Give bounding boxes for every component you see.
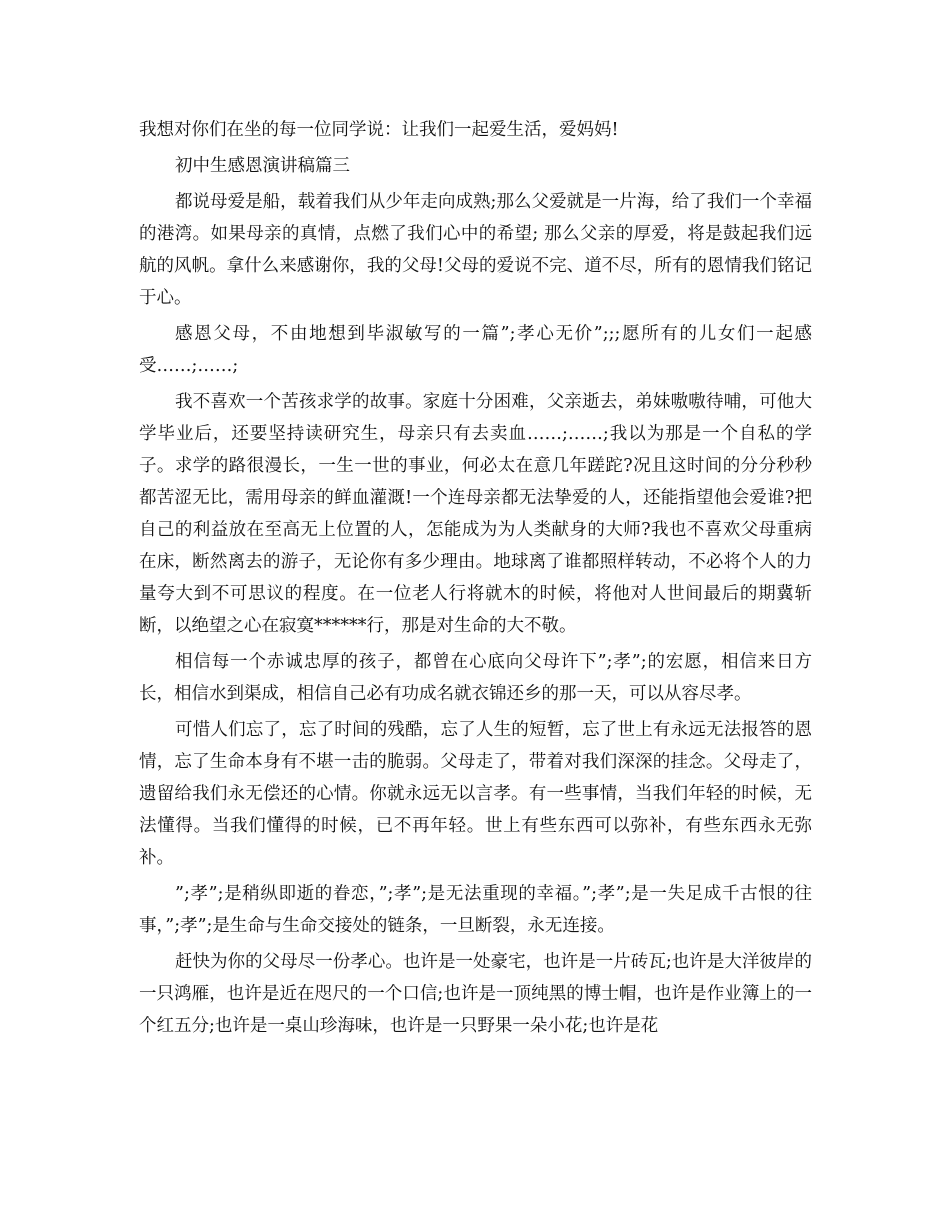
paragraph: ”;孝”;是稍纵即逝的眷恋，”;孝”;是无法重现的幸福。”;孝”;是一失足成千古恨的往事，”;孝”;是生命与生命交接处的链条，一旦断裂，永无连接。 [139,884,812,936]
paragraph: 感恩父母，不由地想到毕淑敏写的一篇”;孝心无价”;;;愿所有的儿女们一起感受……;……; [139,324,812,376]
paragraph: 我不喜欢一个苦孩求学的故事。家庭十分困难，父亲逝去，弟妹嗷嗷待哺，可他大学毕业后，还要坚持读研究生，母亲只有去卖血……;……;我以为那是一个自私的学子。求学的路很漫长，一生一世的事业，何必太在意几年蹉跎?况且这时间的分分秒秒都苦涩无比，需用母亲的鲜血灌溉!一个连母亲都无法挚爱的人，还能指望他会爱谁?把自己的利益放在至高无上位置的人，怎能成为为人类献身的大师?我也不喜欢父母重病在床，断然离去的游子，无论你有多少理由。地球离了谁都照样转动，不必将个人的力量夸大到不可思议的程度。在一位老人行将就木的时候，将他对人世间最后的期冀斩断，以绝望之心在寂寞******行，那是对生命的大不敬。 [139,392,812,636]
section-title: 初中生感恩演讲稿篇三 [175,156,350,176]
paragraph-closing-line: 我想对你们在坐的每一位同学说：让我们一起爱生活，爱妈妈! [139,120,619,140]
paragraph: 相信每一个赤诚忠厚的孩子，都曾在心底向父母许下”;孝”;的宏愿，相信来日方长，相信水到渠成，相信自己必有功成名就衣锦还乡的那一天，可以从容尽孝。 [139,652,812,704]
paragraph: 都说母爱是船，载着我们从少年走向成熟;那么父爱就是一片海，给了我们一个幸福的港湾。如果母亲的真情，点燃了我们心中的希望; 那么父亲的厚爱，将是鼓起我们远航的风帆。拿什么来感谢你，我的父母!父母的爱说不完、道不尽，所有的恩情我们铭记于心。 [139,192,812,308]
paragraph: 赶快为你的父母尽一份孝心。也许是一处豪宅，也许是一片砖瓦;也许是大洋彼岸的一只鸿雁，也许是近在咫尺的一个口信;也许是一顶纯黑的博士帽，也许是作业簿上的一个红五分;也许是一桌山珍海味，也许是一只野果一朵小花;也许是花 [139,952,812,1036]
document-body [139,114,812,1046]
paragraph: 可惜人们忘了，忘了时间的残酷，忘了人生的短暂，忘了世上有永远无法报答的恩情，忘了生命本身有不堪一击的脆弱。父母走了，带着对我们深深的挂念。父母走了，遗留给我们永无偿还的心情。你就永远无以言孝。有一些事情，当我们年轻的时候，无法懂得。当我们懂得的时候，已不再年轻。世上有些东西可以弥补，有些东西永无弥补。 [139,720,812,868]
